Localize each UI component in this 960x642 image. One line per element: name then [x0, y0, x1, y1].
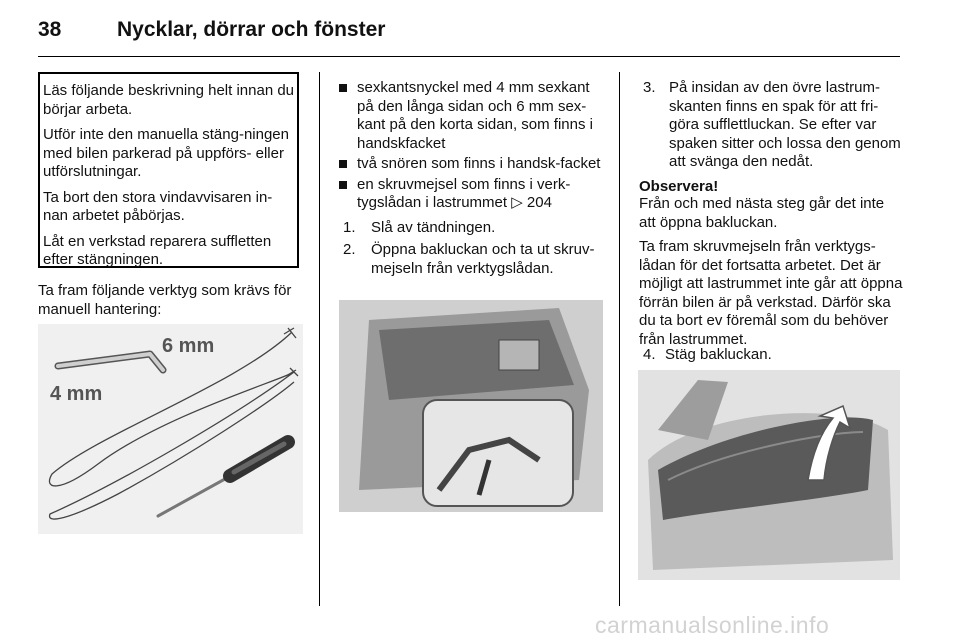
list-item: sexkantsnyckel med 4 mm sexkant på den långa sidan och 6 mm sex-kant på den korta sidan, som finns i handskfacket	[339, 79, 605, 153]
warning-paragraph: Ta bort den stora vindavvisaren in-nan arbetet påbörjas.	[43, 188, 273, 224]
tools-intro: Ta fram följande verktyg som krävs för manuell hantering:	[38, 282, 292, 318]
column-divider	[619, 72, 620, 606]
warning-paragraph: Utför inte den manuella stäng-ningen med bilen parkerad på uppförs- eller utförslutningar.	[43, 126, 289, 180]
trunk-figure	[339, 300, 603, 512]
warning-paragraph: Låt en verkstad reparera suffletten efter stängningen.	[43, 232, 272, 268]
page-number: 38	[38, 18, 62, 41]
list-item: en skruvmejsel som finns i verk-tygslådan i lastrummet ▷ 204	[339, 176, 605, 213]
note-heading: Observera!	[639, 178, 719, 195]
list-item: två snören som finns i handsk-facket	[339, 155, 605, 174]
column-divider	[319, 72, 320, 606]
label-6mm: 6 mm	[162, 335, 215, 357]
tools-list	[339, 79, 605, 282]
warning-paragraph: Läs följande beskrivning helt innan du börjar arbeta.	[43, 82, 295, 118]
header-rule	[38, 56, 900, 57]
warning-box	[38, 72, 299, 268]
step-1: 1. Slå av tändningen.	[343, 218, 496, 236]
note-paragraph: Ta fram skruvmejseln från verktygs-lådan för det fortsatta arbetet. Det är möjligt att lastrummet inte går att öppna förrän bilen är på verkstad. Därför ska du ta bort ev föremål som du behöver från lastrummet.	[639, 238, 903, 348]
page-title: Nycklar, dörrar och fönster	[117, 18, 386, 41]
step-4: 4. Stäg bakluckan.	[643, 346, 772, 363]
trunk-illustration	[339, 300, 603, 512]
step-3: 3. På insidan av den övre lastrum-skanten finns en spak för att fri-göra sufflettluckan. Se efter var spaken sitter och lossa den genom att svänga den nedåt.	[643, 79, 901, 170]
step-2: 2. Öppna bakluckan och ta ut skruv-mejseln från verktygslådan.	[343, 241, 595, 277]
convertible-illustration	[638, 370, 900, 580]
tools-illustration	[38, 324, 303, 534]
tools-figure	[38, 324, 303, 534]
convertible-figure	[638, 370, 900, 580]
label-4mm: 4 mm	[50, 383, 103, 405]
watermark: carmanualsonline.info	[595, 612, 830, 638]
note-paragraph: Från och med nästa steg går det inte att öppna bakluckan.	[639, 195, 885, 231]
